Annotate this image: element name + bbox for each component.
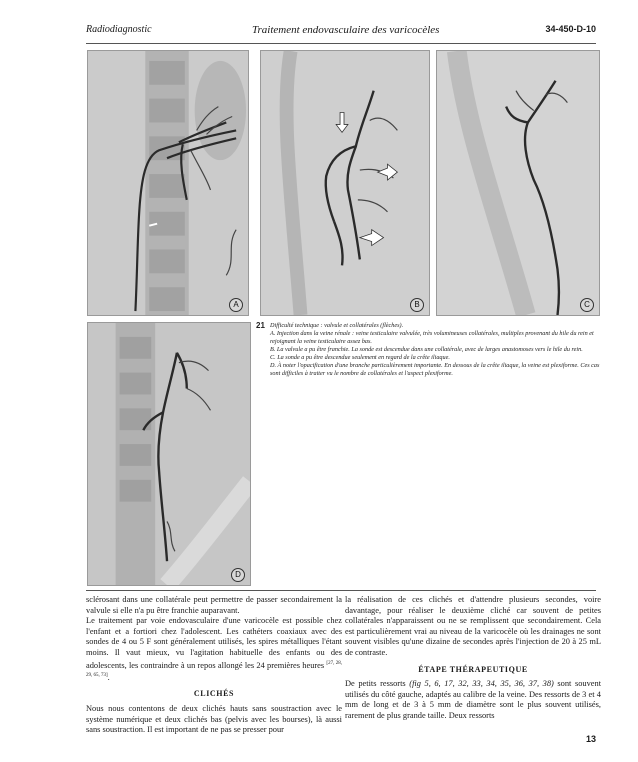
paragraph: la réalisation de ces clichés et d'attendre plusieurs secondes, voire davantage, pour réaliser le deuxième cliché car souvent de petites collatérales n'apparaissent ou ne se remplissent que secondairement. Cela est particulièrement vrai au niveau de la varicocèle où les drainages ne sont souvent visibles qu'une dizaine de secondes après l'injection de 20 à 25 mL de contraste. bbox=[345, 595, 601, 657]
figure-panel-d bbox=[87, 322, 251, 586]
panel-label-d: D bbox=[231, 568, 245, 582]
punctuation: . bbox=[107, 672, 110, 682]
caption-c: C. La sonde a pu être descendue seulement en regard de la crête iliaque. bbox=[270, 354, 450, 361]
running-header-section: Radiodiagnostic bbox=[86, 24, 152, 35]
header-rule bbox=[86, 43, 596, 44]
paragraph: Nous nous contentons de deux clichés hauts sans soustraction avec le système numérique et deux clichés bas (pelvis avec les bourses), là aussi sans soustraction. Il est important de ne pas se presser pour bbox=[86, 703, 342, 735]
panel-label-c: C bbox=[580, 298, 594, 312]
page-number: 13 bbox=[585, 734, 596, 744]
section-heading-cliches: CLICHÉS bbox=[193, 689, 235, 699]
figure-panel-b bbox=[260, 50, 430, 316]
paragraph: sclérosant dans une collatérale peut permettre de passer secondairement la valvule si elle n'a pu être franchie auparavant. bbox=[86, 595, 342, 615]
paragraph-text: sont souvent utilisés du côté gauche, adaptés au calibre de la veine. Des ressorts de 3 et 4 mm de long et de 3 à 5 mm de diamètre sont le plus souvent utilisés, rarement de plus grande taille. Deux ressorts bbox=[345, 679, 602, 720]
angiogram-b bbox=[261, 51, 429, 315]
paragraph-text: Le traitement par voie endovasculaire d'une varicocèle est possible chez l'enfant et a fortiori chez l'adolescent. Les cathéters coaxiaux avec des sondes de 4 ou 5 F sont généralement utilisés, les spires métalliques l'étant moins. Il vaut mieux, vu l'agitation habituelle des enfants ou des adolescents, les contraindre à un repos allongé les 24 premières heures bbox=[86, 616, 342, 670]
section-heading-etape-therapeutique: ÉTAPE THÉRAPEUTIQUE bbox=[418, 664, 528, 674]
caption-title: Difficulté technique : valvule et collatérales (flèches). bbox=[270, 322, 404, 329]
reference-list: [27, 28, 29, 65, 73] bbox=[86, 660, 343, 678]
angiogram-c bbox=[437, 51, 599, 315]
article-reference: 34-450-D-10 bbox=[545, 24, 596, 34]
running-header-title: Traitement endovasculaire des varicocèles bbox=[252, 24, 440, 36]
figure-number: 21 bbox=[256, 321, 265, 330]
angiogram-d bbox=[88, 323, 250, 585]
figure-caption bbox=[258, 322, 604, 378]
figure-reference: (fig 5, 6, 17, 32, 33, 34, 35, 36, 37, 38) bbox=[409, 679, 554, 689]
caption-d: D. À noter l'opacification d'une branche particulièrement importante. En dessous de la crête iliaque, la veine est plexiforme. Ces cas sont difficiles à traiter vu le nombre de collatérales et l'aspect plexiforme. bbox=[270, 362, 600, 377]
body-column-right bbox=[345, 595, 601, 722]
body-column-left bbox=[86, 595, 342, 736]
caption-a: A. Injection dans la veine rénale : veine testiculaire valvulée, très volumineuses collatérales, multiples provenant du hile du rein et rejoignant la veine testiculaire assez bas. bbox=[270, 330, 594, 345]
angiogram-a bbox=[88, 51, 248, 315]
panel-label-a: A bbox=[229, 298, 243, 312]
paragraph bbox=[86, 616, 342, 683]
panel-label-b: B bbox=[410, 298, 424, 312]
paragraph bbox=[345, 679, 601, 721]
figure-rule bbox=[86, 590, 596, 591]
paragraph-text: De petits ressorts bbox=[345, 679, 406, 689]
figure-panel-c bbox=[436, 50, 600, 316]
caption-b: B. La valvule a pu être franchie. La sonde est descendue dans une collatérale, avec de larges anastomoses vers le hile du rein. bbox=[270, 346, 583, 353]
figure-panel-a bbox=[87, 50, 249, 316]
